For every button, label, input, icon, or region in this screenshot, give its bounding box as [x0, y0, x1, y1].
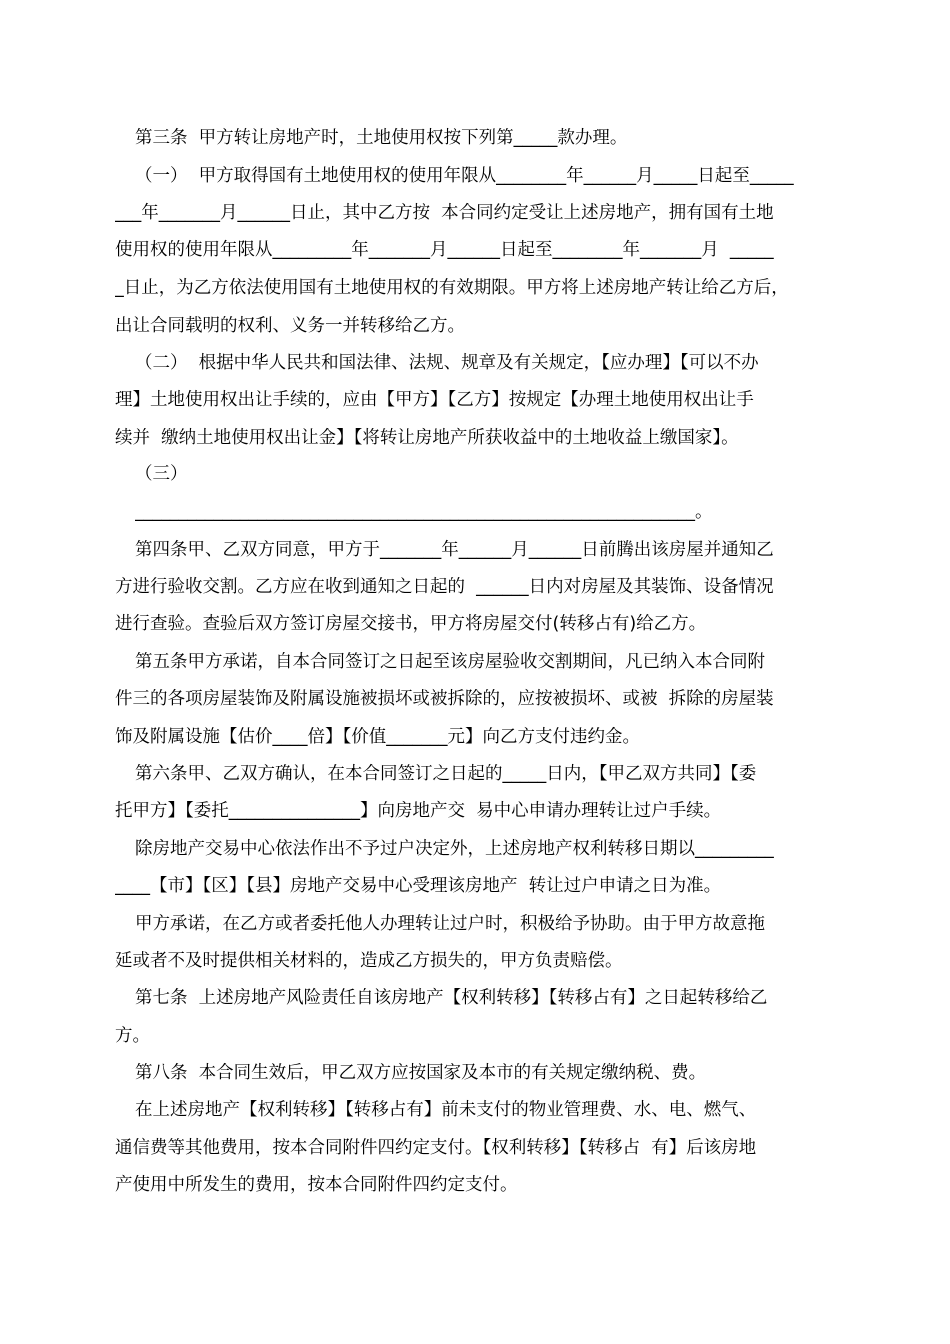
clause-3-item-3-blank: ________________________________________________________________。	[135, 502, 713, 522]
clause-6-para-2-line-2: ____【市】【区】【县】房地产交易中心受理该房地产 转让过户申请之日为准。	[115, 876, 722, 896]
clause-6-line-2: 托甲方】【委托_______________】向房地产交 易中心申请办理转让过户手续。	[115, 801, 722, 821]
clause-4-line-2: 方进行验收交割。乙方应在收到通知之日起的 ______日内对房屋及其装饰、设备情况	[115, 577, 774, 597]
clause-3-item-1-line-3: 使用权的使用年限从_________年_______月______日起至________年_______月 _____	[115, 240, 774, 260]
clause-3-item-3-label: （三）	[135, 464, 188, 484]
clause-8-para-2-line-2: 通信费等其他费用，按本合同附件四约定支付。【权利转移】【转移占 有】后该房地	[115, 1138, 757, 1158]
clause-5-line-3: 饰及附属设施【估价____倍】【价值_______元】向乙方支付违约金。	[115, 727, 640, 747]
clause-8-para-2-line-3: 产使用中所发生的费用，按本合同附件四约定支付。	[115, 1175, 518, 1195]
clause-5-line-2: 件三的各项房屋装饰及附属设施被损坏或被拆除的，应按被损坏、或被 拆除的房屋装	[115, 689, 774, 709]
clause-7-line-1: 第七条 上述房地产风险责任自该房地产【权利转移】【转移占有】之日起转移给乙	[135, 988, 768, 1008]
clause-6-para-2-line-1: 除房地产交易中心依法作出不予过户决定外，上述房地产权利转移日期以_________	[135, 839, 774, 859]
clause-8-para-2-line-1: 在上述房地产【权利转移】【转移占有】前未支付的物业管理费、水、电、燃气、	[135, 1100, 757, 1120]
clause-3-item-1-line-5: 出让合同载明的权利、义务一并转移给乙方。	[115, 316, 465, 336]
clause-6-para-3-line-1: 甲方承诺，在乙方或者委托他人办理转让过户时，积极给予协助。由于甲方故意拖	[135, 914, 765, 934]
clause-3-item-2-line-3: 续并 缴纳土地使用权出让金】【将转让房地产所获收益中的土地收益上缴国家】。	[115, 428, 739, 448]
clause-7-line-2: 方。	[115, 1026, 150, 1046]
clause-3-item-1-line-4: _日止，为乙方依法使用国有土地使用权的有效期限。甲方将上述房地产转让给乙方后，	[115, 278, 789, 298]
clause-5-line-1: 第五条甲方承诺，自本合同签订之日起至该房屋验收交割期间，凡已纳入本合同附	[135, 652, 765, 672]
clause-8-line-1: 第八条 本合同生效后，甲乙双方应按国家及本市的有关规定缴纳税、费。	[135, 1063, 707, 1083]
clause-3-item-2-line-1: （二） 根据中华人民共和国法律、法规、规章及有关规定，【应办理】【可以不办	[135, 353, 759, 373]
clause-6-para-3-line-2: 延或者不及时提供相关材料的，造成乙方损失的，甲方负责赔偿。	[115, 951, 623, 971]
clause-3-heading: 第三条 甲方转让房地产时，土地使用权按下列第_____款办理。	[135, 128, 628, 148]
clause-4-line-3: 进行查验。查验后双方签订房屋交接书，甲方将房屋交付(转移占有)给乙方。	[115, 614, 707, 634]
clause-4-line-1: 第四条甲、乙双方同意，甲方于_______年______月______日前腾出该房屋并通知乙	[135, 540, 774, 560]
clause-3-item-2-line-2: 理】土地使用权出让手续的，应由【甲方】【乙方】按规定【办理土地使用权出让手	[115, 390, 754, 410]
clause-6-line-1: 第六条甲、乙双方确认，在本合同签订之日起的_____日内，【甲乙双方共同】【委	[135, 764, 757, 784]
clause-3-item-1-line-2: ___年_______月______日止，其中乙方按 本合同约定受让上述房地产，拥有国有土地	[115, 203, 774, 223]
clause-3-item-1-line-1: （一） 甲方取得国有土地使用权的使用年限从________年______月_____日起至_____	[135, 166, 794, 186]
